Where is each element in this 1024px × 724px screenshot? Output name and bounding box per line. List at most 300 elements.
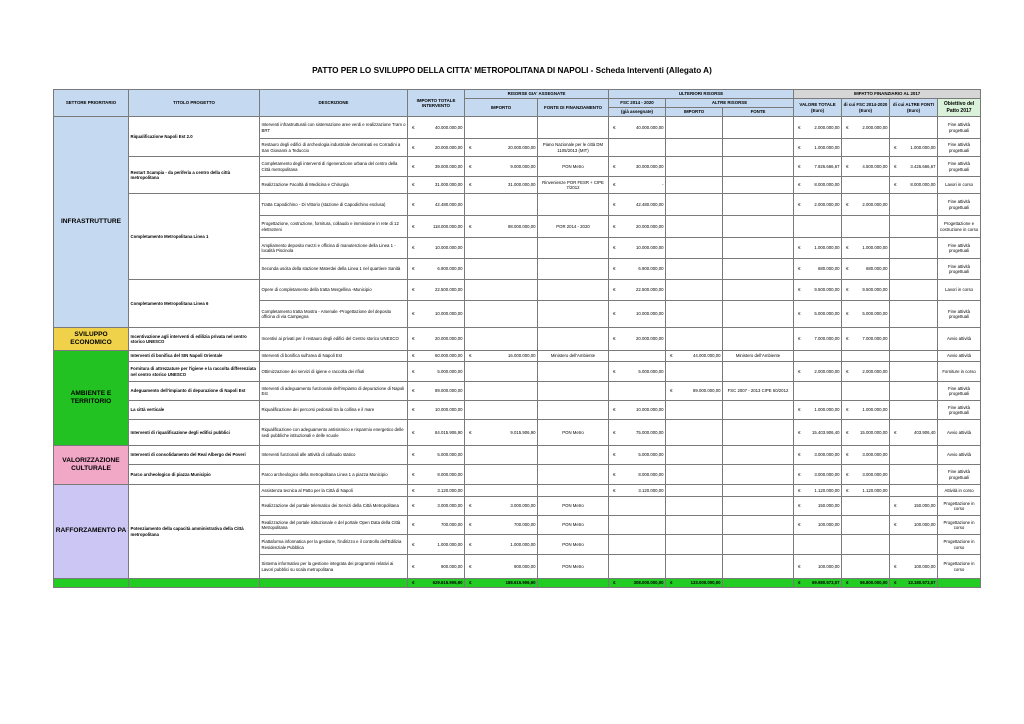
valore-totale-cell: € 5.000.000,00 [794, 301, 842, 328]
importo-cell [465, 280, 538, 301]
euro-sign: € [798, 368, 801, 374]
description-cell: Ottimizzazione dei servizi di igiene e raccolta dei rifiuti [260, 362, 408, 382]
fonte-cell [538, 382, 609, 401]
fonte-cell [538, 362, 609, 382]
fonte-cell: PON Metro [538, 497, 609, 516]
sector-pa: RAFFORZAMENTO PA [54, 485, 129, 579]
description-cell: Opere di completamento della tratta Mergellina -Municipio [260, 280, 408, 301]
euro-sign: € [412, 336, 415, 342]
valore-totale-cell [794, 535, 842, 555]
euro-sign: € [469, 163, 472, 169]
description-cell: Sistema informativo per la gestione integrata dei programmi relativi ai Lavori pubblici su scala metropolitana [260, 555, 408, 579]
euro-sign: € [613, 163, 616, 169]
euro-sign: € [894, 163, 897, 169]
importo-cell [465, 117, 538, 139]
col-di-cui-altre: di cui ALTRE FONTI (Euro) [890, 99, 938, 117]
euro-sign: € [846, 429, 849, 435]
altre-importo-cell [666, 238, 723, 259]
euro-sign: € [798, 452, 801, 458]
valore-totale-cell: € 2.000.000,00 [794, 117, 842, 139]
euro-sign: € [670, 580, 673, 586]
total-di-cui-fsc: € 56.800.000,00 [842, 579, 890, 588]
di-cui-fsc-cell: € 7.000.000,00 [842, 328, 890, 351]
importo-totale-cell: € 3.120.000,00 [408, 485, 465, 497]
euro-sign: € [613, 429, 616, 435]
altre-importo-cell [666, 117, 723, 139]
euro-sign: € [846, 201, 849, 207]
fonte-cell [538, 259, 609, 280]
euro-sign: € [469, 563, 472, 569]
di-cui-fsc-cell: € 1.120.000,00 [842, 485, 890, 497]
euro-sign: € [469, 541, 472, 547]
col-fonte: FONTE [723, 108, 794, 117]
di-cui-altre-cell [890, 117, 938, 139]
euro-sign: € [846, 336, 849, 342]
obiettivo-cell: Progettazione e costruzione in corso [938, 216, 981, 238]
di-cui-altre-cell: € 150.000,00 [890, 497, 938, 516]
obiettivo-cell: Fine attività progettuali [938, 117, 981, 139]
altre-fonte-cell [723, 280, 794, 301]
di-cui-altre-cell: € 100.000,00 [890, 555, 938, 579]
di-cui-altre-cell: € 100.000,00 [890, 516, 938, 535]
sector-infrastrutture: INFRASTRUTTURE [54, 117, 129, 328]
euro-sign: € [412, 266, 415, 272]
importo-totale-cell: € 60.000.000,00 [408, 351, 465, 362]
euro-sign: € [412, 124, 415, 130]
euro-sign: € [846, 487, 849, 493]
total-importo: € 188.615.906,90 [465, 579, 538, 588]
euro-sign: € [846, 368, 849, 374]
valore-totale-cell: € 3.000.000,00 [794, 465, 842, 485]
di-cui-altre-cell [890, 216, 938, 238]
total-altre: € 133.000.000,00 [666, 579, 723, 588]
project-title: La città verticale [129, 401, 260, 420]
table-row [54, 362, 981, 382]
obiettivo-cell: Fine attività progettuali [938, 157, 981, 177]
page-title: PATTO PER LO SVILUPPO DELLA CITTA' METROPOLITANA DI NAPOLI - Scheda Interventi (Allegato A) [312, 66, 712, 75]
description-cell: Parco archeologico della metropolitana Linea 1 a piazza Municipio [260, 465, 408, 485]
importo-totale-cell: € 3.000.000,00 [408, 497, 465, 516]
blank-cell [54, 579, 129, 588]
fonte-cell [538, 485, 609, 497]
euro-sign: € [798, 336, 801, 342]
altre-importo-cell [666, 301, 723, 328]
fonte-cell: PON Metro [538, 535, 609, 555]
importo-totale-cell: € 89.000.000,00 [408, 382, 465, 401]
euro-sign: € [613, 580, 616, 586]
importo-cell [465, 301, 538, 328]
altre-fonte-cell [723, 401, 794, 420]
altre-importo-cell [666, 446, 723, 465]
euro-sign: € [894, 144, 897, 150]
obiettivo-cell: Avvio attività [938, 328, 981, 351]
fonte-cell: Rinvenienze POR FESR + CIPE 7/2012 [538, 177, 609, 194]
altre-importo-cell [666, 216, 723, 238]
altre-importo-cell [666, 420, 723, 446]
table-header [54, 90, 981, 117]
description-cell: Piattaforma informatica per la gestione, l'indirizzo e il controllo dell'Edilizia Residenziale Pubblica [260, 535, 408, 555]
di-cui-altre-cell [890, 328, 938, 351]
col-importo-totale: IMPORTO TOTALE INTERVENTO [408, 90, 465, 117]
euro-sign: € [798, 201, 801, 207]
obiettivo-cell: Progettazione in corso [938, 555, 981, 579]
valore-totale-cell: € 150.000,00 [794, 497, 842, 516]
blank-cell [129, 579, 260, 588]
di-cui-altre-cell [890, 194, 938, 216]
project-title: Potenziamento della capacità amministrativa della Città metropolitana [129, 485, 260, 579]
importo-cell [465, 485, 538, 497]
euro-sign: € [798, 503, 801, 509]
di-cui-altre-cell [890, 238, 938, 259]
altre-fonte-cell [723, 446, 794, 465]
euro-sign: € [412, 563, 415, 569]
euro-sign: € [613, 487, 616, 493]
di-cui-fsc-cell: € 2.000.000,00 [842, 194, 890, 216]
obiettivo-cell: Avvio attività [938, 351, 981, 362]
fsc-cell [609, 535, 666, 555]
euro-sign: € [613, 245, 616, 251]
obiettivo-cell: Progettazione in corso [938, 516, 981, 535]
importo-totale-cell: € 10.000.000,00 [408, 301, 465, 328]
col-importo: IMPORTO [465, 99, 538, 117]
col-titolo: TITOLO PROGETTO [129, 90, 260, 117]
euro-sign: € [846, 287, 849, 293]
fonte-cell: PON Metro [538, 420, 609, 446]
description-cell: Interventi infrastrutturali con sistemazione aree verdi e realizzazione Tram o BRT [260, 117, 408, 139]
altre-fonte-cell [723, 216, 794, 238]
euro-sign: € [798, 429, 801, 435]
fonte-cell: PON Metro [538, 157, 609, 177]
euro-sign: € [798, 563, 801, 569]
euro-sign: € [798, 407, 801, 413]
importo-totale-cell: € 20.000.000,00 [408, 139, 465, 157]
importo-cell: € 20.000.000,00 [465, 139, 538, 157]
euro-sign: € [412, 201, 415, 207]
euro-sign: € [846, 245, 849, 251]
fsc-cell: € 42.480.000,00 [609, 194, 666, 216]
altre-fonte-cell [723, 117, 794, 139]
table-row [54, 485, 981, 497]
di-cui-fsc-cell: € 15.000.000,00 [842, 420, 890, 446]
euro-sign: € [412, 471, 415, 477]
description-cell: Riqualificazione con adeguamento antisismico e risparmio energetico delle sedi pubbliche istituzionali e delle scuole [260, 420, 408, 446]
euro-sign: € [798, 245, 801, 251]
importo-cell [465, 238, 538, 259]
euro-sign: € [412, 503, 415, 509]
euro-sign: € [613, 311, 616, 317]
importo-totale-cell: € 42.480.000,00 [408, 194, 465, 216]
euro-sign: € [846, 471, 849, 477]
euro-sign: € [412, 182, 415, 188]
importo-totale-cell: € 6.900.000,00 [408, 259, 465, 280]
description-cell: Realizzazione del portale istituzionale e del portale Open Data della Città Metropolitana [260, 516, 408, 535]
altre-importo-cell [666, 485, 723, 497]
table-row [54, 328, 981, 351]
euro-sign: € [846, 452, 849, 458]
euro-sign: € [846, 124, 849, 130]
euro-sign: € [798, 182, 801, 188]
description-cell: Interventi di bonifica sull'area di Napoli Est [260, 351, 408, 362]
obiettivo-cell: Fine attività progettuali [938, 401, 981, 420]
col-obiettivo: Obiettivo del Patto 2017 [938, 99, 981, 117]
importo-cell: € 9.015.906,90 [465, 420, 538, 446]
euro-sign: € [613, 124, 616, 130]
altre-fonte-cell [723, 177, 794, 194]
valore-totale-cell [794, 382, 842, 401]
valore-totale-cell: € 7.926.666,67 [794, 157, 842, 177]
di-cui-altre-cell [890, 465, 938, 485]
altre-fonte-cell [723, 328, 794, 351]
valore-totale-cell: € 680.000,00 [794, 259, 842, 280]
euro-sign: € [412, 245, 415, 251]
altre-fonte-cell [723, 485, 794, 497]
importo-totale-cell: € 84.015.906,90 [408, 420, 465, 446]
table-row [54, 420, 981, 446]
euro-sign: € [798, 487, 801, 493]
importo-totale-cell: € 10.000.000,00 [408, 238, 465, 259]
obiettivo-cell: Avvio attività [938, 446, 981, 465]
euro-sign: € [412, 287, 415, 293]
importo-cell [465, 328, 538, 351]
altre-fonte-cell [723, 362, 794, 382]
col-impatto: IMPATTO FINANZIARIO AL 2017 [794, 90, 981, 99]
importo-totale-cell: € 5.000.000,00 [408, 446, 465, 465]
altre-importo-cell [666, 280, 723, 301]
valore-totale-cell [794, 351, 842, 362]
altre-importo-cell [666, 362, 723, 382]
col-importo2: IMPORTO [666, 108, 723, 117]
fsc-cell: € 8.000.000,00 [609, 465, 666, 485]
euro-sign: € [613, 336, 616, 342]
euro-sign: € [469, 144, 472, 150]
valore-totale-cell: € 1.000.000,00 [794, 238, 842, 259]
euro-sign: € [469, 182, 472, 188]
project-title: Interventi di bonifica del SIN Napoli Orientale [129, 351, 260, 362]
di-cui-fsc-cell [842, 382, 890, 401]
valore-totale-cell: € 2.000.000,00 [794, 194, 842, 216]
fonte-cell: PON Metro [538, 555, 609, 579]
total-fsc: € 308.000.000,00 [609, 579, 666, 588]
euro-sign: € [613, 368, 616, 374]
euro-sign: € [469, 503, 472, 509]
project-title: Parco archeologico di piazza Municipio [129, 465, 260, 485]
euro-sign: € [469, 353, 472, 359]
euro-sign: € [412, 487, 415, 493]
description-cell: Assistenza tecnica al Patto per la Città di Napoli [260, 485, 408, 497]
description-cell: Progettazione, costruzione, fornitura, collaudo e immissione in rete di 12 elettrotreni [260, 216, 408, 238]
euro-sign: € [894, 522, 897, 528]
altre-fonte-cell [723, 194, 794, 216]
di-cui-altre-cell [890, 401, 938, 420]
fonte-cell [538, 301, 609, 328]
euro-sign: € [798, 144, 801, 150]
euro-sign: € [469, 522, 472, 528]
col-altre-risorse: ALTRE RISORSE [666, 99, 794, 108]
di-cui-altre-cell [890, 351, 938, 362]
euro-sign: € [798, 266, 801, 272]
di-cui-altre-cell [890, 446, 938, 465]
blank-cell [260, 579, 408, 588]
fsc-cell: € 6.900.000,00 [609, 259, 666, 280]
euro-sign: € [798, 522, 801, 528]
table-row [54, 194, 981, 216]
total-valore: € 69.980.573,07 [794, 579, 842, 588]
valore-totale-cell: € 1.000.000,00 [794, 401, 842, 420]
euro-sign: € [469, 580, 472, 586]
importo-cell: € 31.000.000,00 [465, 177, 538, 194]
valore-totale-cell: € 100.000,00 [794, 516, 842, 535]
total-importo-totale: € 629.615.906,90 [408, 579, 465, 588]
altre-fonte-cell [723, 157, 794, 177]
importo-totale-cell: € 39.000.000,00 [408, 157, 465, 177]
euro-sign: € [412, 429, 415, 435]
importo-totale-cell: € 20.000.000,00 [408, 328, 465, 351]
table-body [54, 117, 981, 588]
di-cui-fsc-cell: € 680.000,00 [842, 259, 890, 280]
altre-importo-cell [666, 497, 723, 516]
importo-totale-cell: € 40.000.000,00 [408, 117, 465, 139]
fsc-cell [609, 139, 666, 157]
altre-fonte-cell [723, 259, 794, 280]
blank-cell [538, 579, 609, 588]
table-row [54, 351, 981, 362]
euro-sign: € [670, 388, 673, 394]
fonte-cell: PON Metro [538, 516, 609, 535]
di-cui-fsc-cell: € 2.000.000,00 [842, 362, 890, 382]
obiettivo-cell: Progettazione in corso [938, 535, 981, 555]
fonte-cell [538, 238, 609, 259]
altre-fonte-cell [723, 516, 794, 535]
fonte-cell [538, 401, 609, 420]
euro-sign: € [613, 201, 616, 207]
euro-sign: € [412, 407, 415, 413]
altre-fonte-cell [723, 301, 794, 328]
di-cui-altre-cell: € 403.906,40 [890, 420, 938, 446]
importo-totale-cell: € 5.000.000,00 [408, 362, 465, 382]
importo-cell [465, 382, 538, 401]
euro-sign: € [412, 580, 415, 586]
altre-fonte-cell [723, 555, 794, 579]
euro-sign: € [798, 311, 801, 317]
fsc-cell: € 22.500.000,00 [609, 280, 666, 301]
description-cell: Riqualificazione dei percorsi pedonali tra la collina e il mare [260, 401, 408, 420]
euro-sign: € [670, 353, 673, 359]
euro-sign: € [613, 407, 616, 413]
importo-cell: € 900.000,00 [465, 555, 538, 579]
importo-totale-cell: € 8.000.000,00 [408, 465, 465, 485]
valore-totale-cell: € 100.000,00 [794, 555, 842, 579]
col-gia-assegnate: (già assegnate) [609, 108, 666, 117]
col-fsc: FSC 2014 - 2020 [609, 99, 666, 108]
altre-importo-cell [666, 465, 723, 485]
blank-cell [938, 579, 981, 588]
fsc-cell: € 10.000.000,00 [609, 401, 666, 420]
blank-cell [723, 579, 794, 588]
valore-totale-cell: € 2.000.000,00 [794, 362, 842, 382]
altre-importo-cell [666, 194, 723, 216]
project-title: Completamento Metropolitana Linea 1 [129, 194, 260, 280]
description-cell: Restauro degli edifici di archeologia industriale denominati ex Corradini a San Giovanni a Teduccio [260, 139, 408, 157]
fsc-cell: € 10.000.000,00 [609, 301, 666, 328]
project-title: Interventi di consolidamento del Real Albergo dei Poveri [129, 446, 260, 465]
di-cui-altre-cell [890, 362, 938, 382]
col-ulteriori-risorse: ULTERIORI RISORSE [609, 90, 794, 99]
obiettivo-cell: Fine attività progettuali [938, 465, 981, 485]
importo-totale-cell: € 22.500.000,00 [408, 280, 465, 301]
obiettivo-cell: Fine attività progettuali [938, 301, 981, 328]
altre-fonte-cell [723, 420, 794, 446]
euro-sign: € [412, 163, 415, 169]
di-cui-fsc-cell: € 9.500.000,00 [842, 280, 890, 301]
di-cui-fsc-cell [842, 535, 890, 555]
importo-totale-cell: € 10.000.000,00 [408, 401, 465, 420]
euro-sign: € [894, 182, 897, 188]
fsc-cell: € - [609, 177, 666, 194]
valore-totale-cell: € 15.403.906,40 [794, 420, 842, 446]
valore-totale-cell: € 8.000.000,00 [794, 177, 842, 194]
altre-importo-cell [666, 401, 723, 420]
altre-importo-cell [666, 259, 723, 280]
euro-sign: € [469, 429, 472, 435]
valore-totale-cell: € 1.000.000,00 [794, 139, 842, 157]
euro-sign: € [412, 522, 415, 528]
description-cell: Realizzazione del portale telematico dei Servizi della Città Metropolitana [260, 497, 408, 516]
fonte-cell: Piano Nazionale per le città DM 1105/2013 (MIT) [538, 139, 609, 157]
importo-totale-cell: € 31.000.000,00 [408, 177, 465, 194]
di-cui-altre-cell [890, 535, 938, 555]
euro-sign: € [613, 452, 616, 458]
obiettivo-cell: Forniture in corso [938, 362, 981, 382]
altre-fonte-cell [723, 465, 794, 485]
fonte-cell: Ministero dell'Ambiente [538, 351, 609, 362]
euro-sign: € [412, 144, 415, 150]
altre-importo-cell [666, 516, 723, 535]
table-row [54, 157, 981, 177]
project-title: Restart Scampia - da periferia a centro della città metropolitana [129, 157, 260, 194]
euro-sign: € [412, 452, 415, 458]
table-row [54, 465, 981, 485]
euro-sign: € [412, 368, 415, 374]
di-cui-altre-cell: € 8.000.000,00 [890, 177, 938, 194]
di-cui-altre-cell: € 1.000.000,00 [890, 139, 938, 157]
fsc-cell: € 40.000.000,00 [609, 117, 666, 139]
fonte-cell [538, 465, 609, 485]
description-cell: Completamento degli interventi di rigenerazione urbana del centro della Città metropolitana [260, 157, 408, 177]
fsc-cell: € 20.000.000,00 [609, 216, 666, 238]
total-di-cui-altre: € 13.180.573,07 [890, 579, 938, 588]
description-cell: Tratta Capodichino - Di Vittorio (stazione di Capodichino esclusa) [260, 194, 408, 216]
importo-cell [465, 194, 538, 216]
di-cui-altre-cell [890, 382, 938, 401]
importo-cell: € 3.000.000,00 [465, 497, 538, 516]
interventi-table [53, 89, 981, 588]
importo-totale-cell: € 900.000,00 [408, 555, 465, 579]
di-cui-fsc-cell: € 1.000.000,00 [842, 401, 890, 420]
euro-sign: € [846, 311, 849, 317]
euro-sign: € [412, 541, 415, 547]
euro-sign: € [412, 388, 415, 394]
project-title: Fornitura di attrezzature per l'igiene e la raccolta differenziata nel centro storico UNESCO [129, 362, 260, 382]
table-row [54, 446, 981, 465]
fonte-cell [538, 117, 609, 139]
project-title: Riqualificazione Napoli Est 2.0 [129, 117, 260, 157]
di-cui-fsc-cell [842, 139, 890, 157]
di-cui-fsc-cell: € 3.000.000,00 [842, 465, 890, 485]
altre-fonte-cell [723, 139, 794, 157]
euro-sign: € [894, 429, 897, 435]
fsc-cell [609, 497, 666, 516]
valore-totale-cell: € 7.000.000,00 [794, 328, 842, 351]
